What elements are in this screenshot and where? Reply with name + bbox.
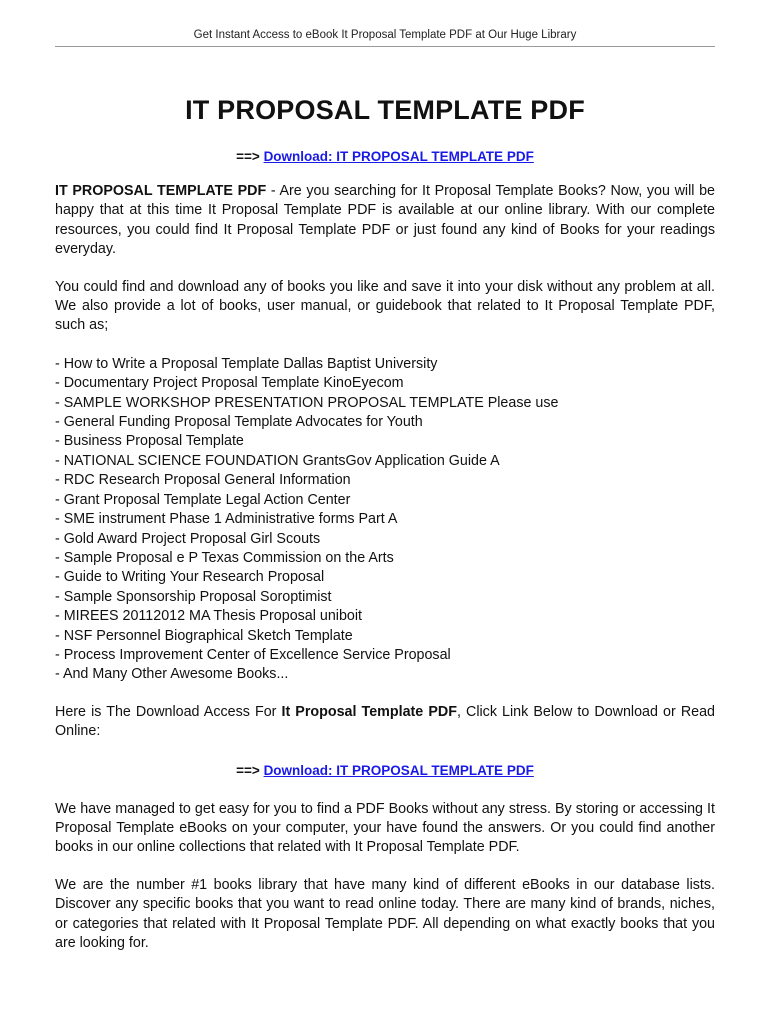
book-item: - Sample Proposal e P Texas Commission on the Arts	[55, 549, 394, 566]
book-item: - SAMPLE WORKSHOP PRESENTATION PROPOSAL TEMPLATE Please use	[55, 394, 559, 411]
download-link-top[interactable]: Download: IT PROPOSAL TEMPLATE PDF	[263, 149, 534, 164]
book-item: - SME instrument Phase 1 Administrative forms Part A	[55, 511, 398, 528]
page-header: Get Instant Access to eBook It Proposal Template PDF at Our Huge Library	[193, 29, 577, 41]
book-item: - How to Write a Proposal Template Dallas Baptist University	[55, 355, 438, 372]
download-line-bottom	[55, 762, 715, 780]
document-body	[55, 96, 715, 953]
download-line-top	[55, 148, 715, 166]
book-item: - And Many Other Awesome Books...	[55, 666, 289, 683]
intro-paragraph	[55, 182, 715, 260]
book-item: - Sample Sponsorship Proposal Soroptimist	[55, 588, 332, 605]
book-item: - Guide to Writing Your Research Proposal	[55, 569, 325, 586]
book-item: - Gold Award Project Proposal Girl Scouts	[55, 530, 321, 547]
document-title: IT PROPOSAL TEMPLATE PDF	[185, 95, 585, 125]
intro-text: - Are you searching for It Proposal Template Books? Now, you will be happy that at this time It Proposal Template PDF is available at our online library. With our complete resources, you could find It Proposal Template PDF or just found any kind of Books for your readings everyday.	[55, 183, 715, 258]
access-text-before: Here is The Download Access For	[55, 703, 282, 720]
book-item: - Grant Proposal Template Legal Action Center	[55, 491, 351, 508]
number-one-paragraph: We are the number #1 books library that have many kind of different eBooks in our database lists. Discover any specific books that you want to read online today. There are many kind of brands, niches, or categories that related with It Proposal Template PDF. All depending on what exactly books that you are looking for.	[55, 876, 715, 951]
related-books-list	[55, 355, 715, 685]
download-link-bottom[interactable]: Download: IT PROPOSAL TEMPLATE PDF	[263, 762, 534, 778]
access-bold-title: It Proposal Template PDF	[281, 703, 457, 720]
book-item: - NSF Personnel Biographical Sketch Template	[55, 627, 353, 644]
book-item: - Process Improvement Center of Excellence Service Proposal	[55, 646, 451, 663]
book-item: - RDC Research Proposal General Information	[55, 472, 351, 489]
download-arrow-prefix: ==>	[236, 762, 264, 778]
book-item: - Business Proposal Template	[55, 433, 244, 450]
managed-paragraph: We have managed to get easy for you to find a PDF Books without any stress. By storing or accessing It Proposal Template eBooks on your computer, your have found the answers. Or you could find another books in our online collections that related with It Proposal Template PDF.	[55, 800, 715, 856]
book-item: - Documentary Project Proposal Template KinoEyecom	[55, 375, 404, 392]
access-paragraph	[55, 703, 715, 742]
find-paragraph: You could find and download any of books you like and save it into your disk without any problem at all. We also provide a lot of books, user manual, or guidebook that related to It Proposal Template PDF, such as;	[55, 278, 715, 334]
book-item: - MIREES 20112012 MA Thesis Proposal uniboit	[55, 608, 363, 625]
download-arrow-prefix: ==>	[236, 149, 264, 164]
book-item: - General Funding Proposal Template Advocates for Youth	[55, 414, 423, 431]
book-item: - NATIONAL SCIENCE FOUNDATION GrantsGov Application Guide A	[55, 452, 500, 469]
intro-bold-title: IT PROPOSAL TEMPLATE PDF	[55, 183, 267, 199]
header-divider	[55, 46, 715, 47]
access-text-after: , Click Link Below to Download or Read Online:	[55, 703, 715, 740]
